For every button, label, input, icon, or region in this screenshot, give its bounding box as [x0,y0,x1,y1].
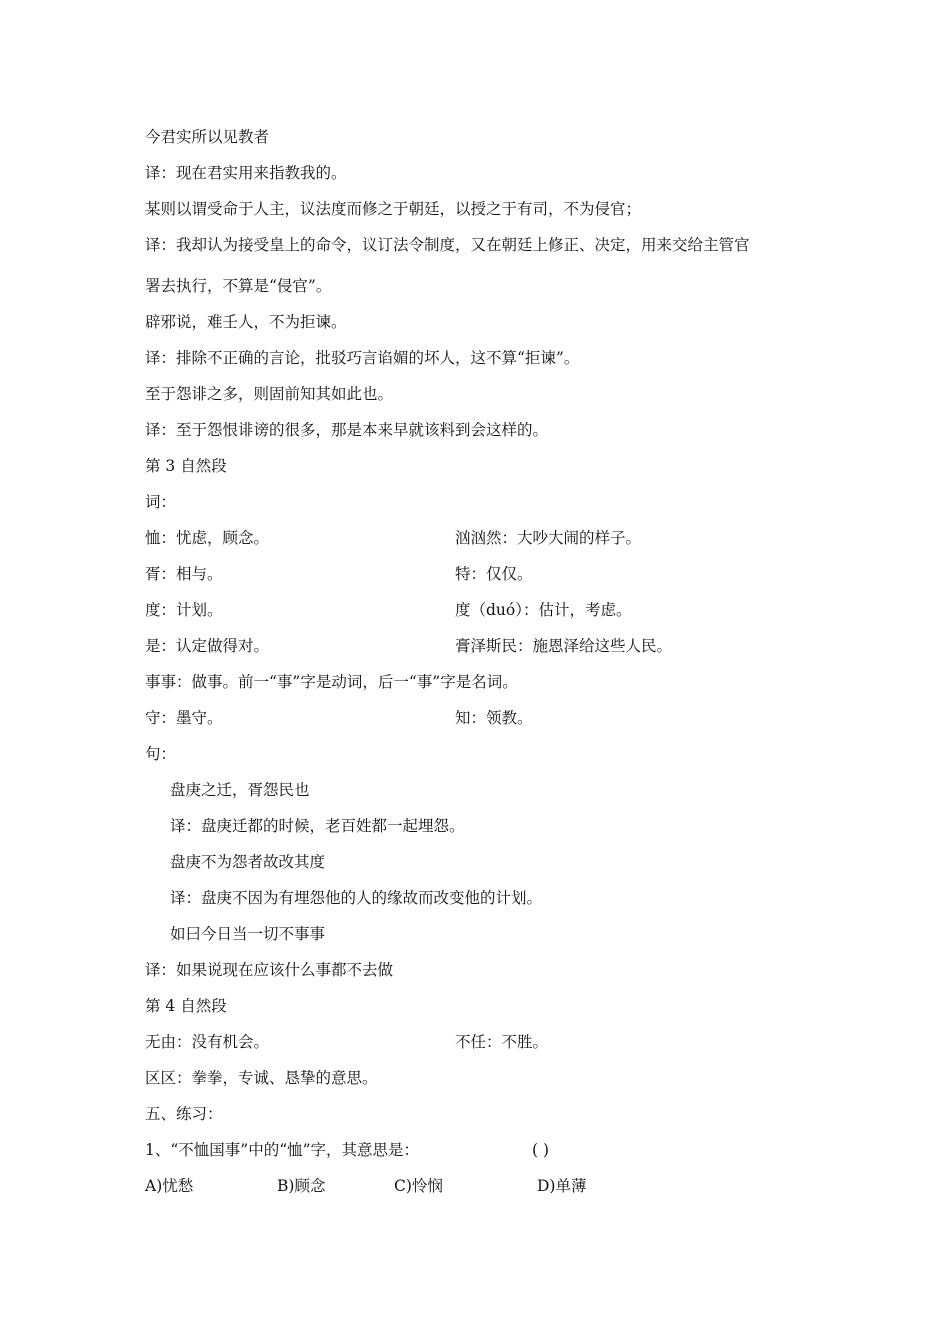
option-c: C)怜悯 [394,1177,443,1195]
question-text: 1、“不恤国事”中的“恤”字，其意思是： [145,1141,420,1159]
section-heading: 第 3 自然段 [145,457,227,475]
option-a: A)忧愁 [145,1177,194,1195]
option-b: B)顾念 [277,1177,326,1195]
vocab-item: 无由：没有机会。 [145,1033,270,1051]
vocab-item: 不任：不胜。 [455,1033,549,1051]
exercise-heading: 五、练习： [145,1105,223,1123]
vocab-item: 守：墨守。 [145,709,223,727]
sentence-text: 盘庚不为怨者故改其度 [170,853,326,871]
text-line: 辟邪说，难壬人，不为拒谏。 [145,313,347,331]
sentence-heading: 句： [145,745,177,763]
translation-line: 译：我却认为接受皇上的命令，议订法令制度，又在朝廷上修正、决定，用来交给主管官 [145,236,750,254]
sentence-text: 盘庚之迁，胥怨民也 [170,781,310,799]
vocab-item: 是：认定做得对。 [145,637,270,655]
sentence-translation: 译：如果说现在应该什么事都不去做 [145,961,394,979]
vocab-item: 度（duó）：估计，考虑。 [455,601,632,619]
translation-line-cont: 署去执行，不算是“侵官”。 [145,277,332,295]
text-line: 至于怨诽之多，则固前知其如此也。 [145,385,394,403]
vocab-item: 区区：拳拳，专诚、恳挚的意思。 [145,1069,378,1087]
translation-line: 译：至于怨恨诽谤的很多，那是本来早就该料到会这样的。 [145,421,549,439]
vocab-item: 恤：忧虑，顾念。 [145,529,270,547]
sentence-translation: 译：盘庚不因为有埋怨他的人的缘故而改变他的计划。 [170,889,543,907]
vocab-item: 知：领教。 [455,709,533,727]
sentence-text: 如曰今日当一切不事事 [170,925,326,943]
translation-line: 译：现在君实用来指教我的。 [145,164,347,182]
vocab-item: 胥：相与。 [145,565,223,583]
section-heading: 第 4 自然段 [145,997,227,1015]
vocab-item: 膏泽斯民：施恩泽给这些人民。 [455,637,673,655]
answer-blank: ( ) [532,1141,550,1159]
text-line: 某则以谓受命于人主，议法度而修之于朝廷，以授之于有司，不为侵官； [145,200,642,218]
vocab-heading: 词： [145,493,177,511]
translation-line: 译：排除不正确的言论，批驳巧言谄媚的坏人，这不算“拒谏”。 [145,349,580,367]
option-d: D)单薄 [537,1177,587,1195]
vocab-item: 汹汹然：大吵大闹的样子。 [455,529,642,547]
text-line: 今君实所以见教者 [145,128,270,146]
vocab-item: 事事：做事。前一“事”字是动词，后一“事”字是名词。 [145,673,518,691]
vocab-item: 特：仅仅。 [455,565,533,583]
vocab-item: 度：计划。 [145,601,223,619]
sentence-translation: 译：盘庚迁都的时候，老百姓都一起埋怨。 [170,817,465,835]
